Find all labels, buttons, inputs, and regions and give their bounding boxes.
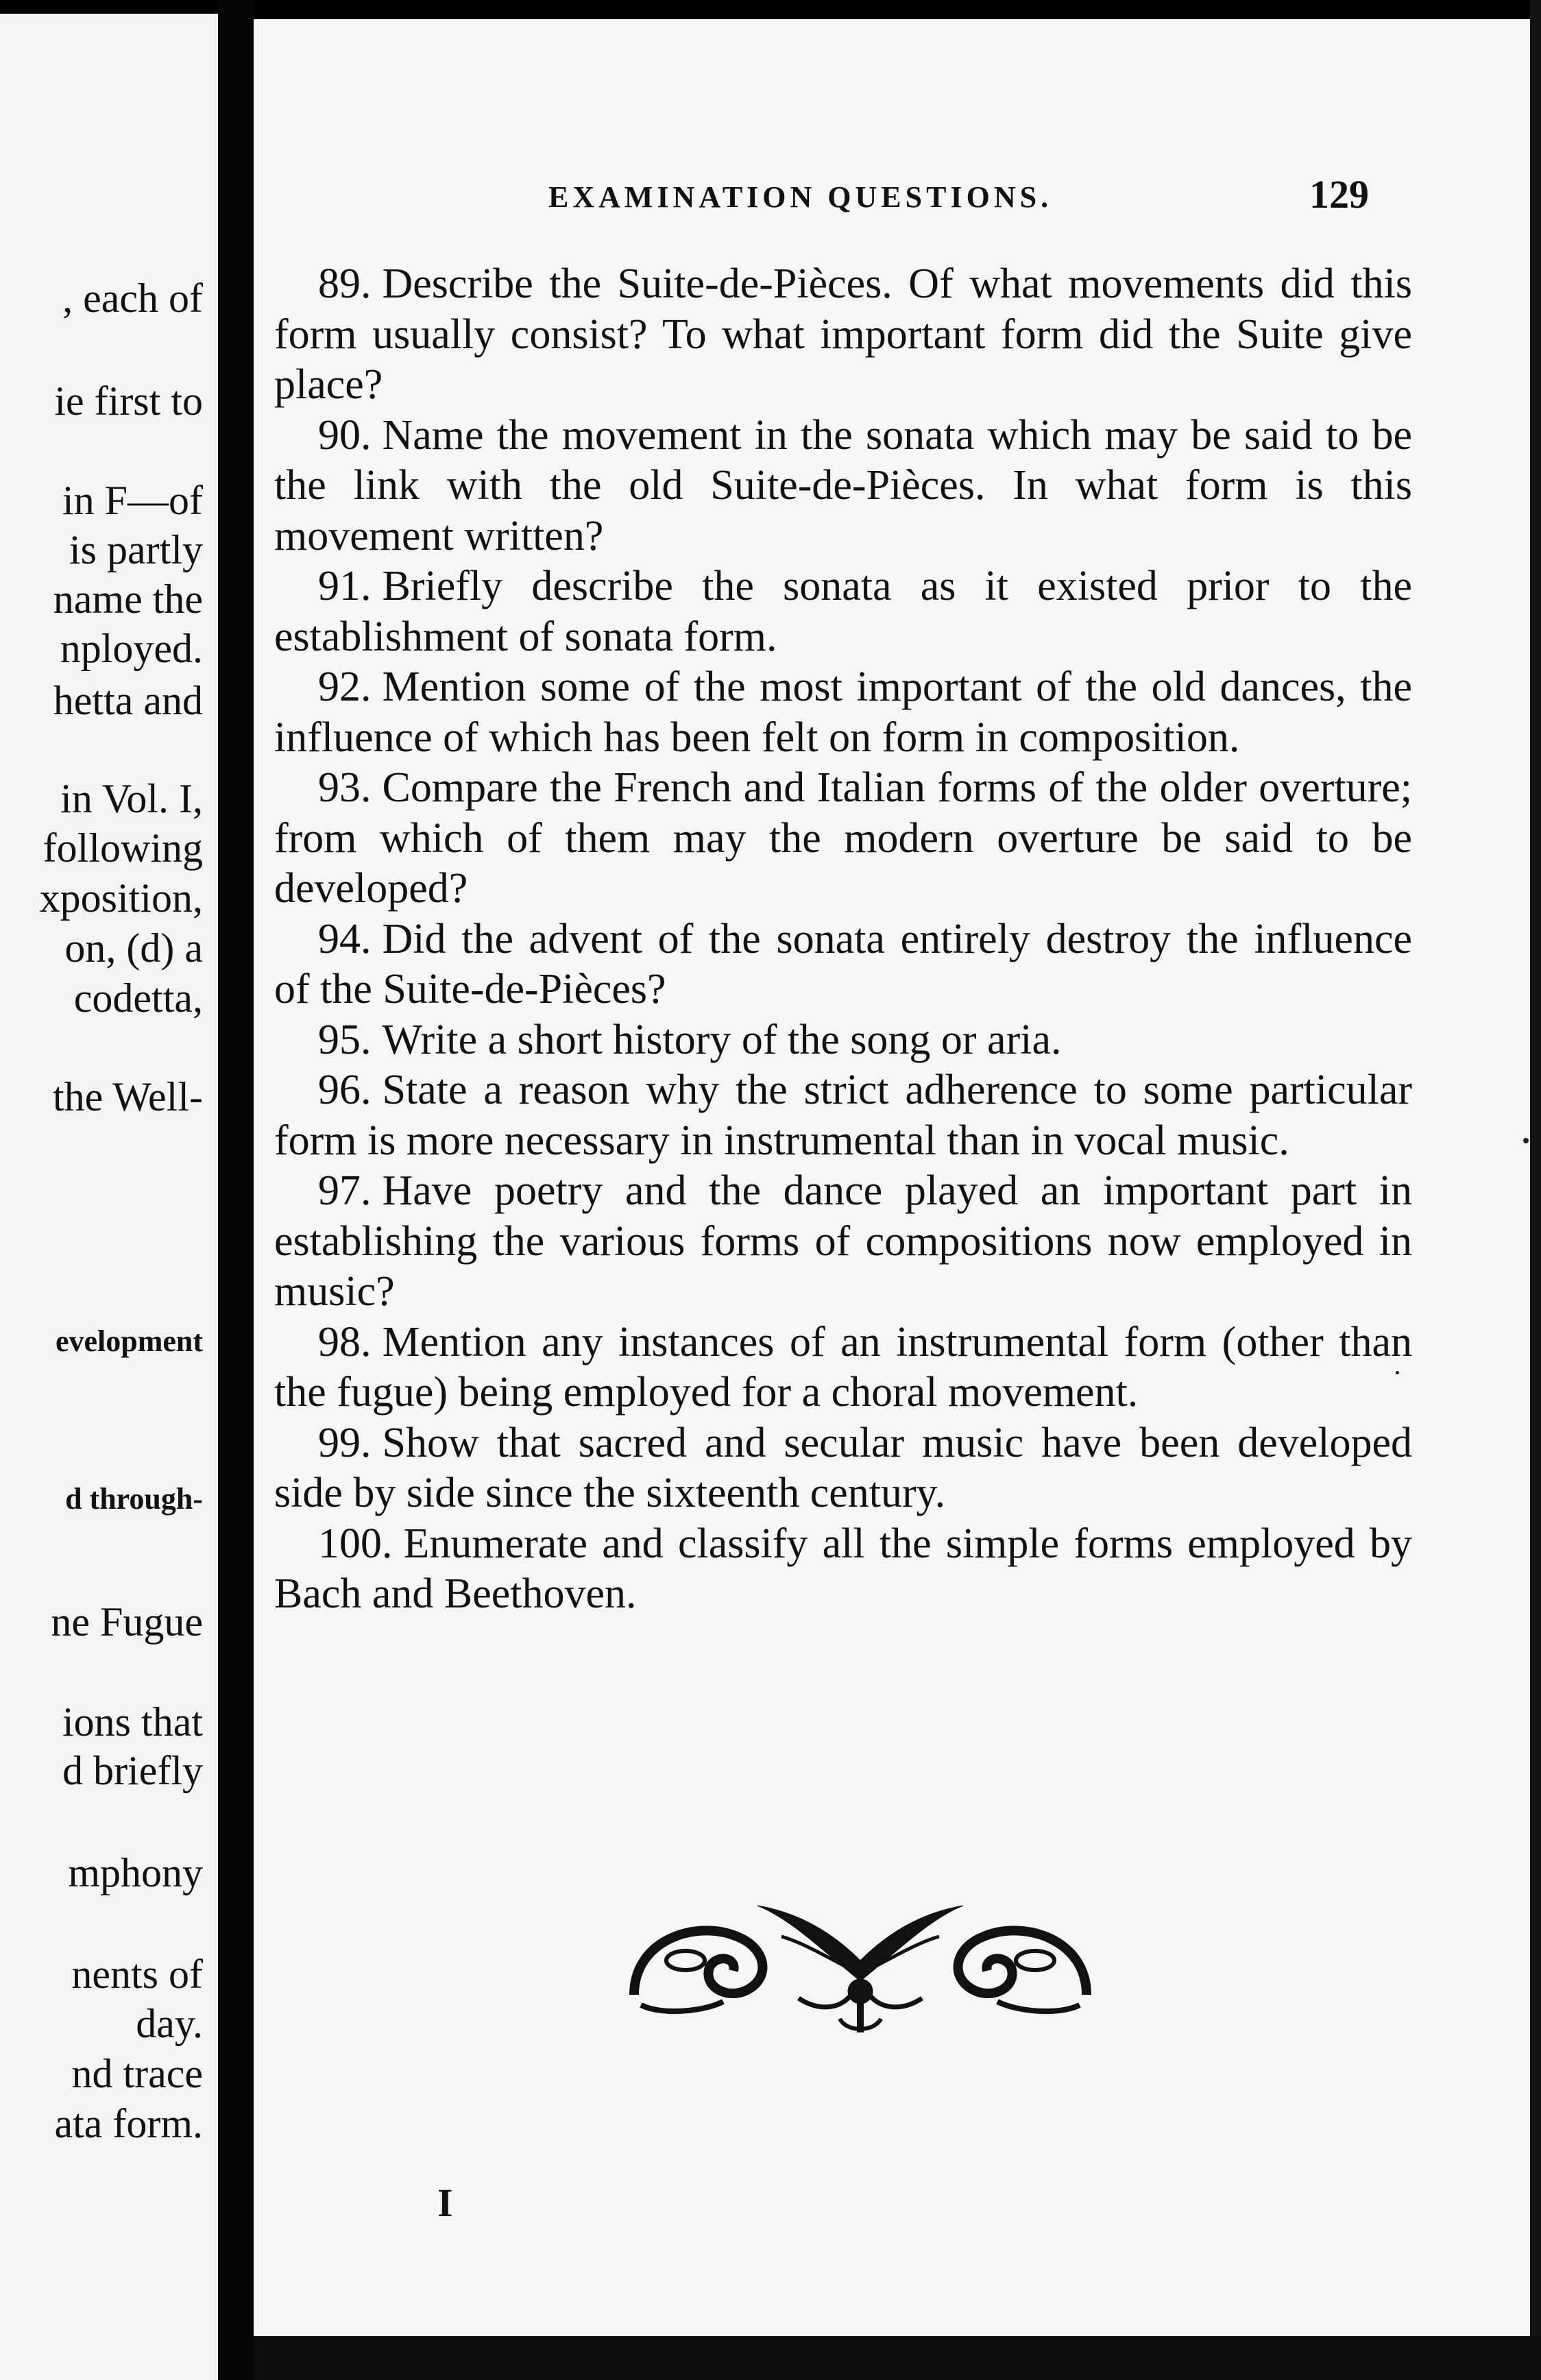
question-item: [274, 763, 1412, 914]
question-item: [274, 1166, 1412, 1318]
question-item: [274, 1519, 1412, 1620]
question-item: [274, 1065, 1412, 1166]
question-item: [274, 411, 1412, 562]
question-number: 96.: [318, 1067, 372, 1113]
facing-page-line: day.: [136, 2001, 203, 2046]
facing-page-line: nployed.: [60, 626, 203, 671]
question-text: Did the advent of the sonata entirely destroy the influence of the Suite-de-Pièces?: [274, 915, 1412, 1012]
facing-page-line: hetta and: [53, 678, 203, 723]
running-head: EXAMINATION QUESTIONS.: [548, 180, 1053, 214]
facing-page-line: nents of: [71, 1952, 203, 1997]
question-number: 98.: [318, 1318, 372, 1365]
scan-speck: [1523, 1138, 1529, 1143]
question-number: 92.: [318, 664, 372, 710]
question-item: [274, 914, 1412, 1015]
question-number: 99.: [318, 1419, 372, 1466]
winged-tailpiece-ornament-icon: [620, 1878, 1100, 2043]
question-number: 89.: [318, 260, 372, 307]
facing-page-line: name the: [53, 576, 203, 622]
question-text: Describe the Suite-de-Pièces. Of what movements did this form usually consist? To what important form did the Suite give place?: [274, 260, 1412, 408]
facing-page-line: the Well-: [53, 1074, 203, 1119]
question-text: Name the movement in the sonata which may be said to be the link with the old Suite-de-Pièces. In what form is this movement written?: [274, 411, 1412, 559]
signature-mark: I: [437, 2181, 453, 2225]
question-text: State a reason why the strict adherence to some particular form is more necessary in instrumental than in vocal music.: [274, 1067, 1412, 1164]
question-item: [274, 1318, 1412, 1418]
question-number: 95.: [318, 1016, 372, 1063]
facing-page-line: d briefly: [62, 1748, 203, 1793]
question-number: 91.: [318, 563, 372, 609]
facing-page-line: ata form.: [54, 2101, 203, 2146]
scan-speck: [1396, 1371, 1399, 1374]
question-item: [274, 259, 1412, 411]
question-text: Mention any instances of an instrumental form (other than the fugue) being employed for a choral movement.: [274, 1318, 1412, 1416]
facing-page-line: in Vol. I,: [60, 776, 203, 821]
question-text: Mention some of the most important of the old dances, the influence of which has been felt on form in composition.: [274, 664, 1412, 761]
question-text: Have poetry and the dance played an important part in establishing the various forms of compositions now employed in music?: [274, 1167, 1412, 1315]
page-right-edge: [1530, 0, 1541, 2380]
facing-page-line: following: [43, 825, 203, 871]
facing-page-line: ions that: [62, 1699, 203, 1745]
facing-page-line: in F—of: [62, 478, 203, 523]
question-number: 100.: [318, 1520, 393, 1567]
facing-page-line: , each of: [62, 276, 203, 321]
question-text: Write a short history of the song or aria.: [382, 1016, 1062, 1063]
facing-page-line: on, (d) a: [64, 925, 203, 971]
facing-page-line: ne Fugue: [51, 1599, 203, 1644]
scan-bottom-border: [254, 2336, 1541, 2380]
question-text: Show that sacred and secular music have been developed side by side since the sixteenth century.: [274, 1419, 1412, 1516]
question-number: 94.: [318, 915, 372, 962]
facing-page-line: mphony: [68, 1850, 203, 1895]
facing-page-line: evelopment: [55, 1324, 203, 1358]
question-item: [274, 561, 1412, 662]
book-gutter: [218, 0, 254, 2380]
facing-page-line: codetta,: [73, 975, 203, 1021]
facing-page-line: xposition,: [39, 875, 203, 921]
question-text: Enumerate and classify all the simple forms employed by Bach and Beethoven.: [274, 1520, 1412, 1617]
facing-page-fragment: [0, 14, 218, 2380]
question-number: 93.: [318, 764, 372, 811]
facing-page-line: d through-: [65, 1482, 203, 1516]
question-item: [274, 1015, 1412, 1066]
page-number: 129: [1309, 172, 1369, 217]
question-item: [274, 662, 1412, 763]
question-text: Briefly describe the sonata as it existed prior to the establishment of sonata form.: [274, 563, 1412, 660]
facing-page-line: nd trace: [71, 2051, 203, 2096]
question-item: [274, 1418, 1412, 1519]
question-number: 90.: [318, 411, 372, 459]
facing-page-line: ie first to: [54, 378, 203, 424]
question-list: [274, 259, 1412, 1620]
facing-page-line: is partly: [69, 527, 203, 572]
question-number: 97.: [318, 1167, 372, 1214]
question-text: Compare the French and Italian forms of the older overture; from which of them may the modern overture be said to be developed?: [274, 764, 1412, 912]
